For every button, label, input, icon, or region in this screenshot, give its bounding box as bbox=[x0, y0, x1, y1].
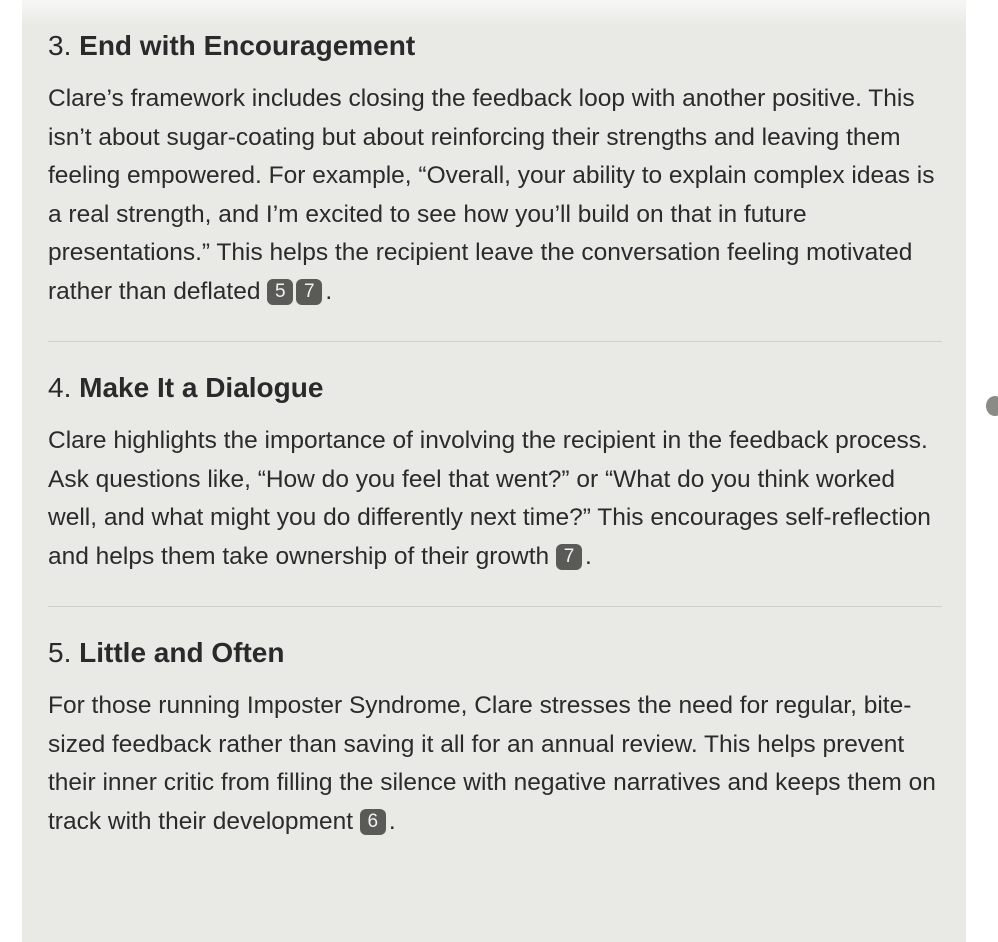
section-number: 3. bbox=[48, 30, 72, 61]
section-body bbox=[48, 422, 942, 576]
section-divider bbox=[48, 341, 942, 342]
citation-badge[interactable]: 5 bbox=[267, 279, 293, 305]
section-body bbox=[48, 687, 942, 841]
section-title: End with Encouragement bbox=[79, 30, 416, 61]
section-number: 4. bbox=[48, 372, 72, 403]
section-title: Make It a Dialogue bbox=[79, 372, 324, 403]
content-panel bbox=[22, 0, 966, 942]
citation-badge[interactable]: 6 bbox=[360, 809, 386, 835]
sentence-end: . bbox=[325, 277, 333, 305]
citation-badge[interactable]: 7 bbox=[296, 279, 322, 305]
section-divider bbox=[48, 606, 942, 607]
section-heading bbox=[48, 633, 942, 673]
section-heading bbox=[48, 26, 942, 66]
section-end-with-encouragement bbox=[48, 26, 942, 311]
section-number: 5. bbox=[48, 637, 72, 668]
section-text: Clare’s framework includes closing the feedback loop with another positive. This isn’t about sugar-coating but about reinforcing their strengths and leaving them feeling empowered. For example, “Overall, your ability to explain complex ideas is a real strength, and I’m excited to see how you’ll build on that in future presentations.” This helps the recipient leave the conversation feeling motivated rather than deflated bbox=[48, 85, 935, 305]
sentence-end: . bbox=[388, 807, 396, 835]
side-handle-icon[interactable] bbox=[986, 396, 998, 416]
section-heading bbox=[48, 368, 942, 408]
section-text: Clare highlights the importance of involving the recipient in the feedback process. Ask questions like, “How do you feel that went?” or “What do you think worked well, and what might you do differently next time?” This encourages self-reflection and helps them take ownership of their growth bbox=[48, 427, 931, 570]
section-text: For those running Imposter Syndrome, Clare stresses the need for regular, bite-sized feedback rather than saving it all for an annual review. This helps prevent their inner critic from filling the silence with negative narratives and keeps them on track with their development bbox=[48, 692, 936, 835]
section-make-it-a-dialogue bbox=[48, 368, 942, 576]
citation-badge[interactable]: 7 bbox=[556, 544, 582, 570]
section-title: Little and Often bbox=[79, 637, 285, 668]
section-little-and-often bbox=[48, 633, 942, 841]
sentence-end: . bbox=[585, 542, 592, 570]
section-body bbox=[48, 80, 942, 311]
article-content bbox=[48, 26, 942, 841]
top-fade bbox=[22, 0, 966, 26]
